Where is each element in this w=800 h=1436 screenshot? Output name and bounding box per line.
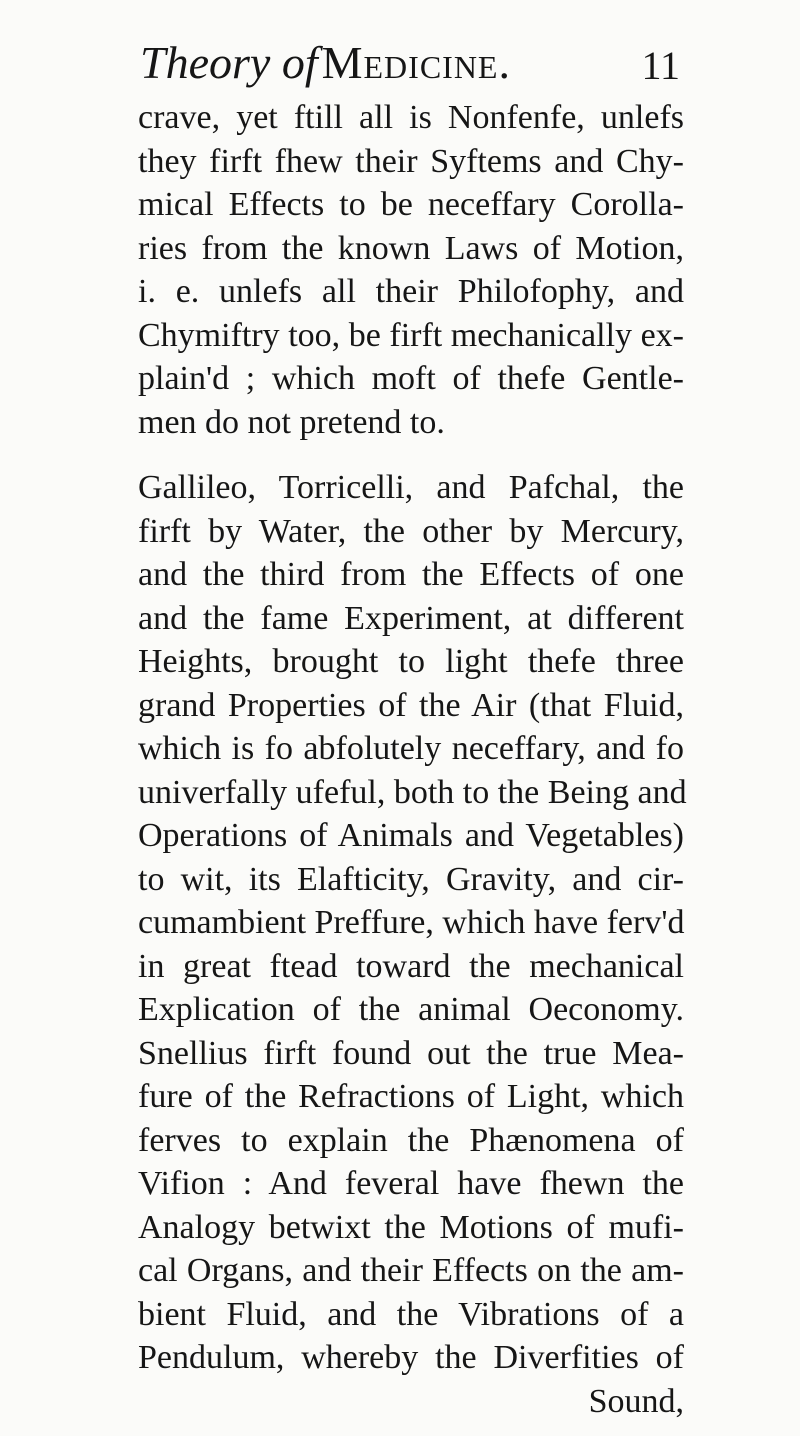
text-line: grand Properties of the Air (that Fluid, — [138, 686, 684, 724]
running-head-caps: Medicine. — [321, 37, 511, 88]
catchword: Sound, — [588, 1382, 684, 1420]
text-line: mical Effects to be neceffary Corolla- — [138, 186, 684, 223]
text-line: which is fo abfolutely neceffary, and fo — [138, 730, 684, 767]
text-line: and the third from the Effects of one — [138, 556, 684, 593]
text-line: Explication of the animal Oeconomy. — [138, 991, 684, 1028]
text-line: they firft fhew their Syftems and Chy- — [138, 142, 684, 180]
text-line: Gallileo, Torricelli, and Pafchal, the — [138, 469, 684, 506]
text-line: bient Fluid, and the Vibrations of a — [138, 1295, 684, 1333]
text-line: in great ftead toward the mechanical — [138, 947, 684, 985]
running-head — [140, 36, 680, 96]
text-line: firft by Water, the other by Mercury, — [138, 512, 684, 550]
text-line: men do not pretend to. — [138, 403, 445, 441]
page-number: 11 — [641, 43, 680, 88]
text-line: Chymiftry too, be firft mechanically ex- — [138, 316, 684, 354]
text-line: univerfally ufeful, both to the Being and — [138, 773, 687, 811]
text-line: Heights, brought to light thefe three — [138, 643, 684, 680]
paragraph-1 — [138, 96, 684, 444]
paragraph-2 — [138, 466, 687, 1380]
text-line: cumambient Preffure, which have ferv'd — [138, 904, 685, 941]
text-line: Pendulum, whereby the Diverfities of — [138, 1339, 684, 1376]
text-line: and the fame Experiment, at different — [138, 599, 684, 637]
text-line: Operations of Animals and Vegetables) — [138, 817, 684, 854]
text-line: to wit, its Elafticity, Gravity, and cir- — [138, 860, 684, 898]
text-line: Snellius firft found out the true Mea- — [138, 1034, 684, 1072]
text-line: Vifion : And feveral have fhewn the — [138, 1165, 684, 1202]
text-line: plain'd ; which moft of thefe Gentle- — [138, 360, 684, 397]
paragraph-gap — [138, 444, 684, 466]
text-line: Analogy betwixt the Motions of mufi- — [138, 1208, 684, 1246]
text-line: ferves to explain the Phænomena of — [138, 1121, 684, 1159]
body-text — [138, 96, 687, 1423]
text-line: i. e. unlefs all their Philofophy, and — [138, 273, 684, 310]
text-line: ries from the known Laws of Motion, — [138, 229, 684, 267]
text-line: crave, yet ftill all is Nonfenfe, unlefs — [138, 99, 684, 136]
text-line: cal Organs, and their Effects on the am- — [138, 1252, 684, 1289]
running-head-italic: Theory of — [140, 37, 318, 88]
text-line: fure of the Refractions of Light, which — [138, 1078, 684, 1115]
